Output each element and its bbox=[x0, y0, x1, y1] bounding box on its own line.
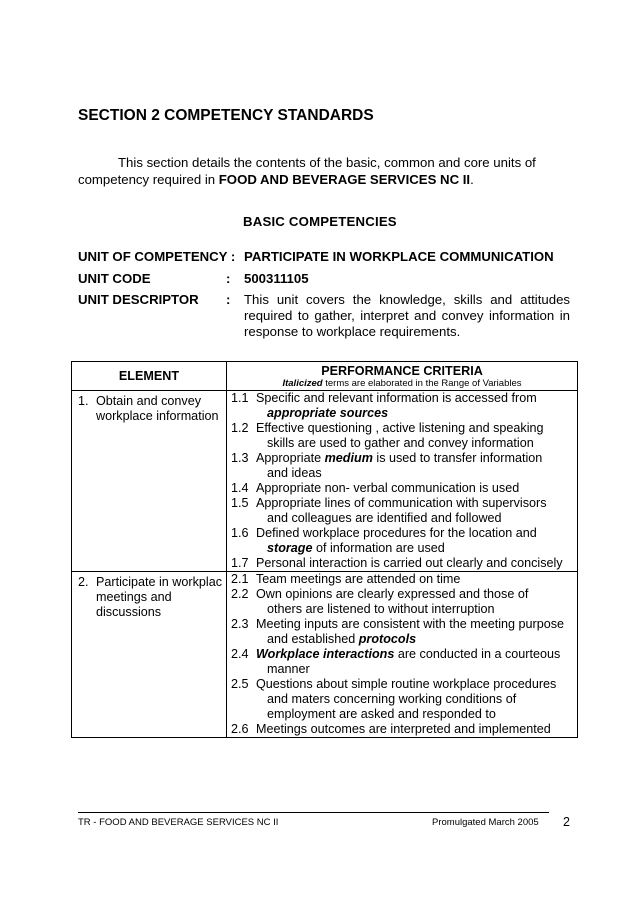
criterion-number: 2.6 bbox=[231, 722, 249, 736]
criteria-column-header bbox=[227, 362, 578, 391]
criterion-text: and ideas bbox=[267, 466, 322, 480]
criterion-number: 1.4 bbox=[231, 481, 249, 495]
unit-competency-value: PARTICIPATE IN WORKPLACE COMMUNICATION bbox=[244, 249, 554, 264]
unit-descriptor-value: This unit covers the knowledge, skills and attitudes required to gather, interpret and convey information in response to workplace requirements. bbox=[244, 292, 570, 339]
footer-promulgated: Promulgated March 2005 bbox=[432, 817, 539, 828]
criterion-number: 2.4 bbox=[231, 647, 249, 661]
section-title: SECTION 2 COMPETENCY STANDARDS bbox=[78, 107, 374, 124]
criterion-number: 1.2 bbox=[231, 421, 249, 435]
criterion-text: Appropriate bbox=[256, 451, 325, 465]
criterion-line bbox=[231, 692, 575, 707]
criterion-text: Team meetings are attended on time bbox=[256, 572, 461, 586]
criterion-line bbox=[231, 707, 575, 722]
criterion-text: Meetings outcomes are interpreted and implemented bbox=[256, 722, 551, 736]
criteria-cell bbox=[227, 391, 578, 572]
table-row bbox=[72, 391, 578, 572]
performance-criteria-table bbox=[71, 361, 578, 738]
criterion-text: Personal interaction is carried out clearly and concisely bbox=[256, 556, 563, 570]
criterion-line bbox=[231, 466, 575, 481]
element-cell bbox=[72, 391, 227, 572]
criterion-text: Appropriate non- verbal communication is used bbox=[256, 481, 520, 495]
criterion-line bbox=[231, 496, 575, 511]
criterion-text: and maters concerning working conditions of bbox=[267, 692, 517, 706]
unit-competency-label: UNIT OF COMPETENCY : bbox=[78, 249, 236, 264]
criterion-line bbox=[231, 632, 575, 647]
criterion-text: and established bbox=[267, 632, 359, 646]
criteria-header-note-italic: Italicized bbox=[282, 378, 323, 389]
criteria-header-note-rest: terms are elaborated in the Range of Variables bbox=[322, 378, 522, 389]
criterion-line bbox=[231, 541, 575, 556]
criterion-line bbox=[231, 662, 575, 677]
element-column-header: ELEMENT bbox=[72, 362, 227, 391]
criterion-text: are conducted in a courteous bbox=[394, 647, 561, 661]
element-number: 1. bbox=[78, 394, 89, 408]
criterion-line bbox=[231, 391, 575, 406]
criterion-line bbox=[231, 526, 575, 541]
criterion-number: 2.1 bbox=[231, 572, 249, 586]
intro-line-1: This section details the contents of the basic, common and core units of bbox=[118, 155, 536, 170]
page-number: 2 bbox=[563, 815, 570, 829]
intro-line-2-suffix: . bbox=[470, 172, 474, 187]
table-row bbox=[72, 572, 578, 738]
criterion-text: employment are asked and responded to bbox=[267, 707, 496, 721]
criteria-header-note bbox=[227, 378, 577, 390]
intro-line-2-prefix: competency required in bbox=[78, 172, 219, 187]
criterion-key-term: appropriate sources bbox=[267, 406, 389, 420]
criterion-text: of information are used bbox=[312, 541, 445, 555]
criterion-key-term: protocols bbox=[358, 632, 417, 646]
criterion-text: Specific and relevant information is accessed from bbox=[256, 391, 537, 405]
criterion-line bbox=[231, 421, 575, 436]
criterion-line bbox=[231, 572, 575, 587]
criterion-text: Questions about simple routine workplace procedures bbox=[256, 677, 557, 691]
criterion-number: 1.5 bbox=[231, 496, 249, 510]
criterion-number: 1.7 bbox=[231, 556, 249, 570]
unit-code-label: UNIT CODE bbox=[78, 271, 151, 286]
criterion-text: is used to transfer information bbox=[372, 451, 543, 465]
criterion-line bbox=[231, 451, 575, 466]
criterion-text: skills are used to gather and convey information bbox=[267, 436, 534, 450]
criterion-line bbox=[231, 722, 575, 737]
criterion-line bbox=[231, 647, 575, 662]
intro-paragraph bbox=[78, 154, 568, 188]
criterion-number: 1.6 bbox=[231, 526, 249, 540]
intro-line-2 bbox=[78, 171, 568, 188]
element-text: Participate in workplac meetings and discussions bbox=[96, 575, 222, 619]
footer-document-title: TR - FOOD AND BEVERAGE SERVICES NC II bbox=[78, 817, 279, 828]
criterion-text: others are listened to without interruption bbox=[267, 602, 495, 616]
criterion-line bbox=[231, 481, 575, 496]
criterion-text: Own opinions are clearly expressed and those of bbox=[256, 587, 529, 601]
criterion-key-term: storage bbox=[267, 541, 313, 555]
element-cell bbox=[72, 572, 227, 738]
criterion-line bbox=[231, 406, 575, 421]
criterion-line bbox=[231, 677, 575, 692]
qualification-name: FOOD AND BEVERAGE SERVICES NC II bbox=[218, 172, 471, 187]
element-number: 2. bbox=[78, 575, 89, 589]
criterion-line bbox=[231, 617, 575, 632]
criteria-header-title: PERFORMANCE CRITERIA bbox=[321, 364, 483, 378]
unit-descriptor-colon: : bbox=[226, 292, 231, 307]
footer-divider bbox=[78, 812, 549, 813]
criterion-number: 2.5 bbox=[231, 677, 249, 691]
competency-group-heading: BASIC COMPETENCIES bbox=[243, 214, 397, 229]
criterion-number: 1.3 bbox=[231, 451, 249, 465]
criterion-number: 1.1 bbox=[231, 391, 249, 405]
criteria-cell bbox=[227, 572, 578, 738]
criterion-line bbox=[231, 436, 575, 451]
criterion-line bbox=[231, 511, 575, 526]
element-text: Obtain and convey workplace information bbox=[96, 394, 219, 423]
unit-code-value: 500311105 bbox=[244, 271, 309, 286]
criterion-number: 2.3 bbox=[231, 617, 249, 631]
unit-code-colon: : bbox=[226, 271, 231, 286]
criterion-text: manner bbox=[267, 662, 310, 676]
criterion-line bbox=[231, 587, 575, 602]
criterion-number: 2.2 bbox=[231, 587, 249, 601]
criterion-key-term: medium bbox=[324, 451, 373, 465]
unit-descriptor-label: UNIT DESCRIPTOR bbox=[78, 292, 199, 307]
criterion-line bbox=[231, 602, 575, 617]
criterion-line bbox=[231, 556, 575, 571]
table-header-row bbox=[72, 362, 578, 391]
criterion-key-term: Workplace interactions bbox=[256, 647, 395, 661]
criterion-text: Effective questioning , active listening and speaking bbox=[256, 421, 544, 435]
criterion-text: Meeting inputs are consistent with the meeting purpose bbox=[256, 617, 565, 631]
criterion-text: Appropriate lines of communication with supervisors bbox=[256, 496, 547, 510]
criterion-text: Defined workplace procedures for the location and bbox=[256, 526, 537, 540]
criterion-text: and colleagues are identified and followed bbox=[267, 511, 502, 525]
